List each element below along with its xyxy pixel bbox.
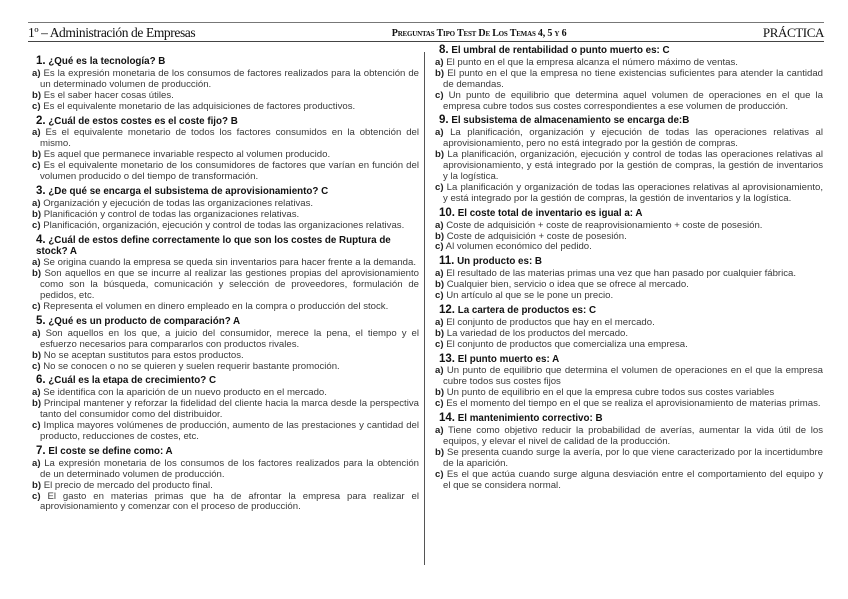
option-text: Es el equivalente monetario de todos los factores consumidos en la obtención del mismo. [40, 127, 420, 150]
answer-option [435, 340, 823, 351]
right-column [435, 45, 823, 494]
question [435, 45, 823, 112]
option-text: El conjunto de productos que comercializa una empresa. [446, 338, 688, 350]
question-number: 5. [36, 314, 46, 327]
question-title [435, 45, 823, 57]
option-letter: b) [435, 387, 445, 399]
option-letter: c) [435, 398, 444, 410]
question-title [435, 115, 823, 127]
option-letter: a) [32, 457, 41, 469]
answer-option [435, 242, 823, 253]
option-letter: a) [435, 316, 444, 328]
option-letter: c) [32, 420, 41, 432]
question-number: 11. [439, 255, 455, 268]
question-title [32, 316, 419, 328]
question [32, 116, 419, 183]
option-text: Se origina cuando la empresa se queda sin inventarios para hacer frente a la demanda. [43, 257, 416, 269]
option-text: Son aquellos en que se incurre al realizar las gestiones propias del aprovisionamiento como son la búsqueda, comunicación y selección de proveedores, formulación de pedidos, etc. [40, 268, 419, 302]
option-text: El precio de mercado del producto final. [43, 479, 213, 491]
answer-option [435, 366, 823, 388]
option-letter: b) [32, 89, 42, 101]
question [32, 56, 419, 113]
option-letter: c) [32, 301, 41, 313]
question-title [435, 413, 823, 425]
option-letter: b) [32, 398, 42, 410]
option-letter: c) [435, 290, 444, 302]
question-text: El umbral de rentabilidad o punto muerto es: C [451, 45, 670, 56]
option-text: Es el momento del tiempo en el que se realiza el aprovisionamiento de materias primas. [446, 398, 821, 410]
question [32, 316, 419, 373]
answer-option [32, 329, 419, 351]
question-text: El subsistema de almacenamiento se encarga de:B [451, 115, 690, 127]
question-title [435, 354, 823, 366]
column-divider [424, 52, 425, 565]
option-text: Es el que actúa cuando surge alguna desviación entre el comportamiento del equipo y el que se considera normal. [443, 468, 823, 491]
question-title [32, 446, 419, 458]
question-number: 12. [439, 303, 455, 316]
question [435, 354, 823, 411]
option-text: Es el equivalente monetario de los consumidores de factores que varían en función del volumen producido o del tiempo de transformación. [40, 160, 419, 183]
option-letter: c) [435, 181, 444, 193]
question [435, 413, 823, 491]
question-title [435, 256, 823, 268]
option-text: El resultado de las materias primas una vez que han pasado por cualquier fábrica. [446, 268, 797, 280]
question [32, 446, 419, 513]
option-letter: b) [435, 230, 445, 242]
question-number: 2. [36, 114, 46, 127]
option-letter: a) [32, 127, 41, 139]
question-number: 14. [439, 412, 455, 425]
option-text: Un punto de equilibrio que determina aquel volumen de operaciones en el que la empresa cubre todos sus costes correspondientes a ese volumen de producción. [443, 89, 823, 112]
answer-option [435, 426, 823, 448]
option-text: No se aceptan sustitutos para estos productos. [43, 349, 244, 361]
question-title [32, 375, 419, 387]
question-number: 8. [439, 44, 449, 56]
answer-option [435, 183, 823, 205]
option-letter: b) [32, 268, 42, 280]
option-text: Se presenta cuando surge la avería, por lo que viene caracterizado por la incertidumbre de la aparición. [443, 446, 824, 469]
option-letter: c) [435, 468, 444, 480]
option-text: Representa el volumen en dinero empleado en la compra o producción del stock. [43, 301, 389, 313]
question-number: 10. [439, 206, 455, 219]
page-header [28, 22, 824, 42]
answer-option [32, 69, 419, 91]
option-text: Un artículo al que se le pone un precio. [446, 290, 614, 302]
question-title [435, 305, 823, 317]
option-letter: c) [32, 160, 41, 172]
option-text: Es el equivalente monetario de las adquisiciones de factores productivos. [43, 100, 356, 112]
option-text: Un punto de equilibrio que determina el volumen de operaciones en el que la empresa cubre todos sus costes fijos [443, 365, 823, 388]
option-text: El punto en el que la empresa no tiene existencias suficientes para atender la cantidad de demandas. [443, 67, 823, 90]
question-text: ¿Cuál de estos define correctamente lo que son los costes de Ruptura de stock? A [36, 234, 391, 257]
option-letter: a) [32, 257, 41, 269]
question [435, 256, 823, 302]
option-text: Principal mantener y reforzar la fidelidad del cliente hacia la marca desde la perspectiva tanto del consumidor como del distribuidor. [40, 398, 419, 421]
option-text: Es el saber hacer cosas útiles. [43, 89, 174, 101]
option-text: Un punto de equilibrio en el que la empresa cubre todos sus costes variables [446, 387, 775, 399]
option-letter: a) [435, 56, 444, 68]
option-text: La variedad de los productos del mercado. [446, 327, 629, 339]
option-letter: b) [435, 149, 445, 161]
option-letter: a) [32, 387, 41, 399]
option-text: La expresión monetaria de los consumos de los factores realizados para la obtención de un determinado volumen de producción. [40, 457, 419, 480]
question-text: ¿Qué es la tecnología? B [48, 56, 166, 67]
option-text: Es la expresión monetaria de los consumos de factores realizados para la obtención de un determinado volumen de producción. [40, 67, 419, 90]
question-title [435, 208, 823, 220]
question [32, 235, 419, 313]
option-letter: c) [435, 89, 444, 101]
option-letter: b) [32, 149, 42, 161]
answer-option [435, 448, 823, 470]
answer-option [32, 161, 419, 183]
option-text: El punto en el que la empresa alcanza el número máximo de ventas. [446, 56, 738, 68]
option-text: Tiene como objetivo reducir la probabilidad de averías, aumentar la vida útil de los equipos, y elevar el nivel de calidad de la producción. [443, 425, 823, 447]
question-text: Un producto es: B [457, 256, 542, 268]
option-letter: a) [32, 197, 41, 209]
question-number: 6. [36, 374, 46, 387]
question-title [32, 235, 419, 258]
question-number: 9. [439, 114, 449, 127]
question-title [32, 116, 419, 128]
option-letter: c) [32, 490, 41, 502]
option-letter: a) [32, 67, 41, 79]
question-text: La cartera de productos es: C [457, 304, 597, 316]
question-text: ¿Cuál es la etapa de crecimiento? C [48, 375, 217, 387]
question-text: El coste total de inventario es igual a: A [457, 207, 643, 219]
question-title [32, 56, 419, 68]
option-text: Se identifica con la aparición de un nuevo producto en el mercado. [43, 387, 327, 399]
answer-option [32, 102, 419, 113]
question [435, 115, 823, 204]
answer-option [32, 399, 419, 421]
answer-option [32, 128, 419, 150]
answer-option [435, 91, 823, 113]
option-letter: b) [32, 349, 42, 361]
option-text: La planificación y organización de todas las operaciones relativas al aprovisionamiento, y está integrado por la gestión de compras, la gestión de inventarios y la logística. [443, 181, 823, 204]
option-text: Son aquellos en los que, a juicio del consumidor, merece la pena, el tiempo y el esfuerzo necesarios para compararlos con productos rivales. [40, 327, 419, 350]
answer-option [32, 362, 419, 373]
answer-option [435, 291, 823, 302]
question-title [32, 186, 419, 198]
option-letter: b) [435, 279, 445, 291]
answer-option [32, 492, 419, 514]
option-text: La planificación, organización y ejecución de todas las operaciones relativas al aprovisionamiento, pero no está integrado por la gestión de compras. [443, 127, 823, 150]
question [435, 208, 823, 254]
option-text: La planificación, organización, ejecución y control de todas las operaciones relativas al aprovisionamiento, y está integrado por la gestión de compras, la gestión de inventarios y la logística. [443, 149, 823, 182]
question-text: El coste se define como: A [48, 445, 173, 457]
option-letter: a) [435, 219, 444, 231]
option-letter: a) [32, 327, 41, 339]
option-text: El gasto en materias primas que ha de afrontar la empresa para realizar el aprovisionamiento y comenzar con el proceso de producción. [40, 490, 419, 513]
option-text: Al volumen económico del pedido. [445, 241, 592, 253]
option-text: Es aquel que permanece invariable respecto al volumen producido. [43, 149, 331, 161]
answer-option [32, 421, 419, 443]
option-letter: a) [435, 127, 444, 139]
question [32, 375, 419, 442]
option-letter: a) [435, 268, 444, 280]
question-text: ¿Cuál de estos costes es el coste fijo? B [48, 115, 238, 127]
option-text: Implica mayores volúmenes de producción, aumento de las prestaciones y cantidad del producto, reducciones de costes, etc. [40, 420, 419, 442]
left-column [32, 56, 419, 516]
option-letter: c) [32, 219, 41, 231]
answer-option [435, 150, 823, 183]
answer-option [32, 221, 419, 232]
option-letter: b) [32, 208, 42, 220]
question [32, 186, 419, 232]
question-number: 13. [439, 352, 455, 365]
option-letter: b) [435, 67, 445, 79]
answer-option [32, 459, 419, 481]
answer-option [435, 69, 823, 91]
option-text: Cualquier bien, servicio o idea que se ofrece al mercado. [446, 279, 689, 291]
section-label: PRÁCTICA [762, 25, 824, 40]
question-number: 4. [36, 233, 46, 246]
option-text: El conjunto de productos que hay en el mercado. [446, 316, 655, 328]
question-text: ¿De qué se encarga el subsistema de aprovisionamiento? C [48, 185, 329, 197]
question-number: 7. [36, 444, 46, 457]
question-text: ¿Qué es un producto de comparación? A [48, 315, 241, 327]
option-text: Planificación y control de todas las organizaciones relativas. [43, 208, 300, 220]
answer-option [435, 128, 823, 150]
question-text: El mantenimiento correctivo: B [457, 413, 603, 425]
question [435, 305, 823, 351]
option-letter: c) [32, 100, 41, 112]
option-letter: c) [32, 360, 41, 372]
option-text: Planificación, organización, ejecución y control de todas las organizaciones relativas. [43, 219, 405, 231]
option-text: Coste de adquisición + coste de reaprovisionamiento + coste de posesión. [446, 219, 763, 231]
answer-option [32, 269, 419, 302]
question-number: 3. [36, 184, 46, 197]
option-letter: c) [435, 241, 444, 253]
option-letter: a) [435, 425, 444, 436]
question-text: El punto muerto es: A [457, 353, 560, 365]
answer-option [435, 470, 823, 492]
answer-option [32, 302, 419, 313]
option-text: Coste de adquisición + coste de posesión. [446, 230, 627, 242]
option-text: No se conocen o no se quieren y suelen requerir bastante promoción. [43, 360, 340, 372]
question-number: 1. [36, 55, 46, 67]
option-letter: b) [435, 327, 445, 339]
course-title: 1º – Administración de Empresas [28, 25, 196, 40]
answer-option [435, 399, 823, 410]
option-letter: b) [435, 446, 445, 458]
option-text: Organización y ejecución de todas las organizaciones relativas. [43, 197, 314, 209]
option-letter: a) [435, 365, 444, 377]
document-title: Preguntas Tipo Test De Los Temas 4, 5 y 6 [391, 28, 567, 39]
option-letter: b) [32, 479, 42, 491]
option-letter: c) [435, 338, 444, 350]
